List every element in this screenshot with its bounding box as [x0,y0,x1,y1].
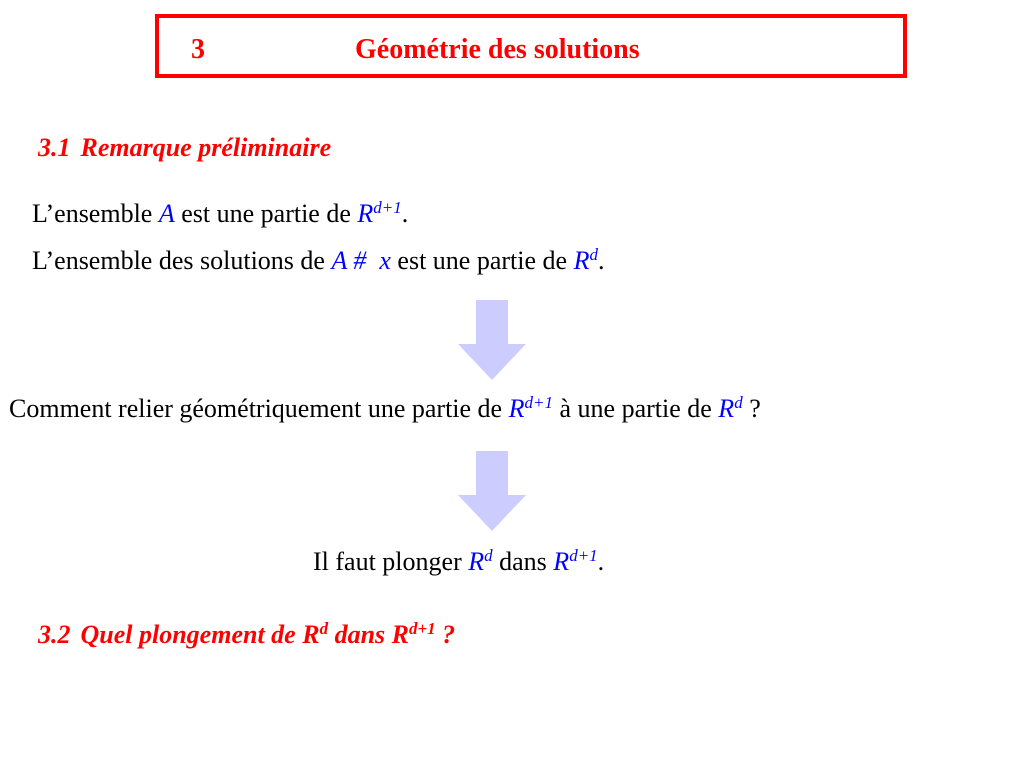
math-r: R [553,547,570,576]
math-expression: A # x [331,246,391,275]
math-exponent: d [734,393,743,412]
text-fragment: Comment relier géométriquement une partie de [9,394,509,423]
down-arrow-icon [456,451,528,531]
section-title: Quel plongement de R [80,620,320,649]
math-r: R [468,547,485,576]
page-title: Géométrie des solutions [355,34,640,65]
text-fragment: . [597,246,605,275]
section-number: 3.1 [38,133,71,162]
math-r: R [508,394,525,423]
answer-line [313,547,604,577]
title-box [155,14,907,78]
math-exponent: d [319,619,329,638]
text-fragment: est une partie de [390,246,574,275]
section-heading-3-1 [38,133,331,163]
section-title: ? [435,620,456,649]
math-r: R [357,199,374,228]
math-exponent: d+1 [569,546,598,565]
section-title: dans R [328,620,409,649]
math-exponent: d [484,546,493,565]
section-heading-3-2 [38,620,455,650]
section-title: Remarque préliminaire [80,133,332,162]
math-set-a: A [158,199,175,228]
text-fragment: à une partie de [552,394,719,423]
math-r: R [718,394,735,423]
statement-line-2 [32,246,604,276]
math-exponent: d+1 [524,393,553,412]
math-exponent: d+1 [408,619,436,638]
math-r: R [573,246,590,275]
question-line [9,394,761,424]
title-number: 3 [191,34,205,65]
text-fragment: L’ensemble [32,199,159,228]
down-arrow-icon [456,300,528,380]
text-fragment: Il faut plonger [313,547,469,576]
statement-line-1 [32,199,408,229]
text-fragment: est une partie de [174,199,358,228]
text-fragment: L’ensemble des solutions de [32,246,332,275]
text-fragment: dans [492,547,554,576]
text-fragment: . [597,547,605,576]
math-exponent: d [589,245,598,264]
text-fragment: . [401,199,409,228]
text-fragment: ? [742,394,761,423]
math-exponent: d+1 [373,198,402,217]
section-number: 3.2 [38,620,71,649]
